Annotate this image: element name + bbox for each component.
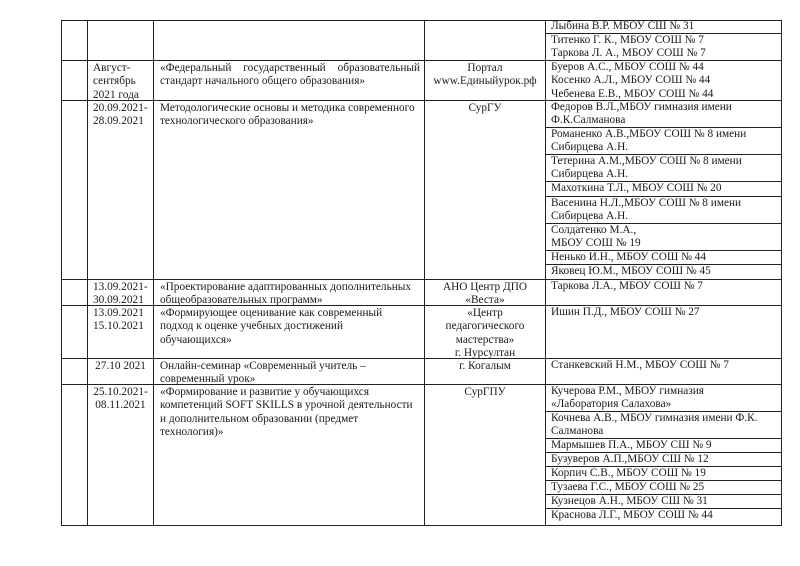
participant-line: Тетерина А.М.,МБОУ СОШ № 8 имени (551, 155, 742, 167)
table-row (61, 385, 782, 526)
participant-entry (546, 34, 781, 60)
date-cell (88, 385, 154, 525)
participants-cell (546, 280, 782, 305)
participant-line: Яковец Ю.М., МБОУ СОШ № 45 (551, 265, 711, 277)
participant-entry (546, 182, 781, 197)
participant-line: Краснова Л.Г., МБОУ СОШ № 44 (551, 509, 713, 521)
participant-line: Таркова Л. А., МБОУ СОШ № 7 (551, 47, 706, 60)
participant-entry (546, 495, 781, 509)
date-line: 28.09.2021 (93, 115, 144, 128)
participant-line: МБОУ СОШ № 19 (551, 237, 641, 250)
date-line: 30.09.2021 (93, 294, 144, 307)
participant-line: Титенко Г. К., МБОУ СОШ № 7 (551, 34, 704, 46)
participant-entry (546, 224, 781, 251)
participant-entry (546, 412, 781, 439)
number-cell (61, 20, 88, 60)
participant-line: Махоткина Т.Л., МБОУ СОШ № 20 (551, 182, 722, 194)
participant-line: Романенко А.В.,МБОУ СОШ № 8 имени (551, 128, 747, 140)
participant-line: Ишин П.Д., МБОУ СОШ № 27 (551, 306, 700, 318)
course-title-cell (154, 385, 425, 525)
date-line: 27.10 2021 (95, 360, 146, 372)
organizer-line: «Веста» (465, 294, 505, 307)
participant-entry (546, 509, 781, 525)
course-title-cell (154, 280, 425, 305)
participant-entry (546, 197, 781, 224)
participant-line: Ф.К.Салманова (551, 114, 626, 127)
participant-entry (546, 20, 781, 34)
title-line: общеобразовательных программ» (160, 294, 323, 307)
title-line: «Формирование и развитие у обучающихся (160, 386, 370, 398)
organizer-line: Портал (467, 62, 503, 74)
title-line: стандарт начального общего образования» (160, 75, 366, 88)
date-cell (88, 359, 154, 384)
organizer-cell (425, 280, 546, 305)
title-line: технологического образования» (160, 115, 314, 128)
course-title-cell (154, 101, 425, 279)
participant-line: Сибирцева А.Н. (551, 210, 629, 223)
participant-entry (546, 128, 781, 155)
participant-line: Ненько И.Н., МБОУ СОШ № 44 (551, 251, 706, 263)
organizer-line: «Центр (467, 307, 503, 319)
participant-line: Тузаева Г.С., МБОУ СОШ № 25 (551, 481, 705, 493)
number-cell (61, 280, 88, 305)
organizer-line: педагогического (445, 320, 525, 333)
organizer-line: СурГУ (468, 102, 502, 114)
participant-line: Лыбина В.Р. МБОУ СШ № 31 (551, 20, 695, 32)
participant-line: Станкевский Н.М., МБОУ СОШ № 7 (551, 359, 729, 371)
title-line: подход к оценке учебных достижений (160, 320, 344, 333)
number-cell (61, 306, 88, 358)
organizer-cell (425, 385, 546, 525)
participants-cell (546, 101, 782, 279)
organizer-line: СурГПУ (464, 386, 506, 398)
participant-line: Чебенева Е.В., МБОУ СОШ № 44 (551, 87, 714, 100)
date-cell (88, 306, 154, 358)
organizer-cell (425, 306, 546, 358)
participants-cell (546, 306, 782, 358)
title-line: современный урок» (160, 373, 256, 386)
participant-entry (546, 265, 781, 279)
table-row (61, 61, 782, 101)
date-cell (88, 20, 154, 60)
participant-line: Федоров В.Л.,МБОУ гимназия имени (551, 101, 732, 113)
participant-entry (546, 101, 781, 128)
participant-line: Васенина Н.Л.,МБОУ СОШ № 8 имени (551, 197, 742, 209)
date-line: 25.10.2021- (93, 386, 148, 398)
title-line: «Формирующее оценивание как современный (160, 307, 383, 319)
participant-entry (546, 155, 781, 182)
participant-line: Солдатенко М.А., (551, 224, 637, 236)
table-row (61, 101, 782, 280)
participant-line: Таркова Л.А., МБОУ СОШ № 7 (551, 280, 703, 292)
table-row (61, 306, 782, 359)
participant-line: Буеров А.С., МБОУ СОШ № 44 (551, 61, 704, 73)
organizer-line: www.Единыйурок.рф (433, 75, 537, 88)
number-cell (61, 385, 88, 525)
course-title-cell (154, 61, 425, 100)
title-line: обучающихся» (160, 333, 232, 346)
organizer-line: г. Нурсултан (454, 347, 516, 360)
title-line: и дополнительном образовании (предмет (160, 412, 359, 425)
date-line: сентябрь (93, 75, 136, 88)
date-line: Август- (93, 62, 131, 74)
participant-line: Корпич С.В., МБОУ СОШ № 19 (551, 467, 706, 479)
participant-entry (546, 481, 781, 495)
participant-line: Бузуверов А.П.,МБОУ СШ № 12 (551, 453, 709, 465)
participant-line: Кучерова Р.М., МБОУ гимназия (551, 385, 704, 397)
participant-entry (546, 61, 781, 100)
participant-entry (546, 467, 781, 481)
title-line: компетенций SOFT SKILLS в урочной деятельности (160, 399, 413, 412)
participants-cell (546, 61, 782, 100)
participants-cell (546, 20, 782, 60)
participant-line: Салманова (551, 425, 604, 438)
participant-entry (546, 453, 781, 467)
date-line: 20.09.2021- (93, 102, 148, 114)
date-line: 15.10.2021 (93, 320, 144, 333)
organizer-line: АНО Центр ДПО (442, 281, 528, 293)
title-line: Методологические основы и методика современного (160, 102, 415, 114)
participants-cell (546, 385, 782, 525)
participant-entry (546, 280, 781, 293)
course-title-cell (154, 306, 425, 358)
organizer-cell (425, 20, 546, 60)
table-row (61, 20, 782, 61)
date-line: 13.09.2021- (93, 281, 148, 293)
participant-line: Кузнецов А.Н., МБОУ СШ № 31 (551, 495, 708, 507)
participant-entry (546, 251, 781, 265)
participant-entry (546, 439, 781, 453)
organizer-cell (425, 359, 546, 384)
table-row (61, 280, 782, 306)
number-cell (61, 61, 88, 100)
participant-entry (546, 306, 781, 319)
table-row (61, 359, 782, 385)
participants-cell (546, 359, 782, 384)
number-cell (61, 101, 88, 279)
participant-entry (546, 359, 781, 372)
course-title-cell (154, 20, 425, 60)
participant-line: Мармышев П.А., МБОУ СШ № 9 (551, 439, 712, 451)
date-line: 2021 года (93, 88, 139, 101)
date-cell (88, 61, 154, 100)
participant-line: Сибирцева А.Н. (551, 168, 629, 181)
organizer-line: мастерства» (455, 333, 515, 346)
organizer-cell (425, 101, 546, 279)
date-cell (88, 101, 154, 279)
title-line: «Проектирование адаптированных дополнительных (160, 281, 412, 293)
participant-line: «Лаборатория Салахова» (551, 398, 672, 411)
organizer-line: г. Когалым (459, 360, 511, 372)
participant-line: Сибирцева А.Н. (551, 141, 629, 154)
organizer-cell (425, 61, 546, 100)
participant-line: Косенко А.Л., МБОУ СОШ № 44 (551, 74, 711, 87)
participant-entry (546, 385, 781, 412)
date-line: 08.11.2021 (95, 399, 146, 412)
title-line: технология)» (160, 426, 224, 439)
course-title-cell (154, 359, 425, 384)
title-line: «Федеральный государственный образовательный (160, 62, 420, 74)
participant-line: Кочнева А.В., МБОУ гимназия имени Ф.К. (551, 412, 758, 424)
date-cell (88, 280, 154, 305)
date-line: 13.09.2021 (93, 307, 144, 319)
number-cell (61, 359, 88, 384)
title-line: Онлайн-семинар «Современный учитель – (160, 360, 366, 372)
